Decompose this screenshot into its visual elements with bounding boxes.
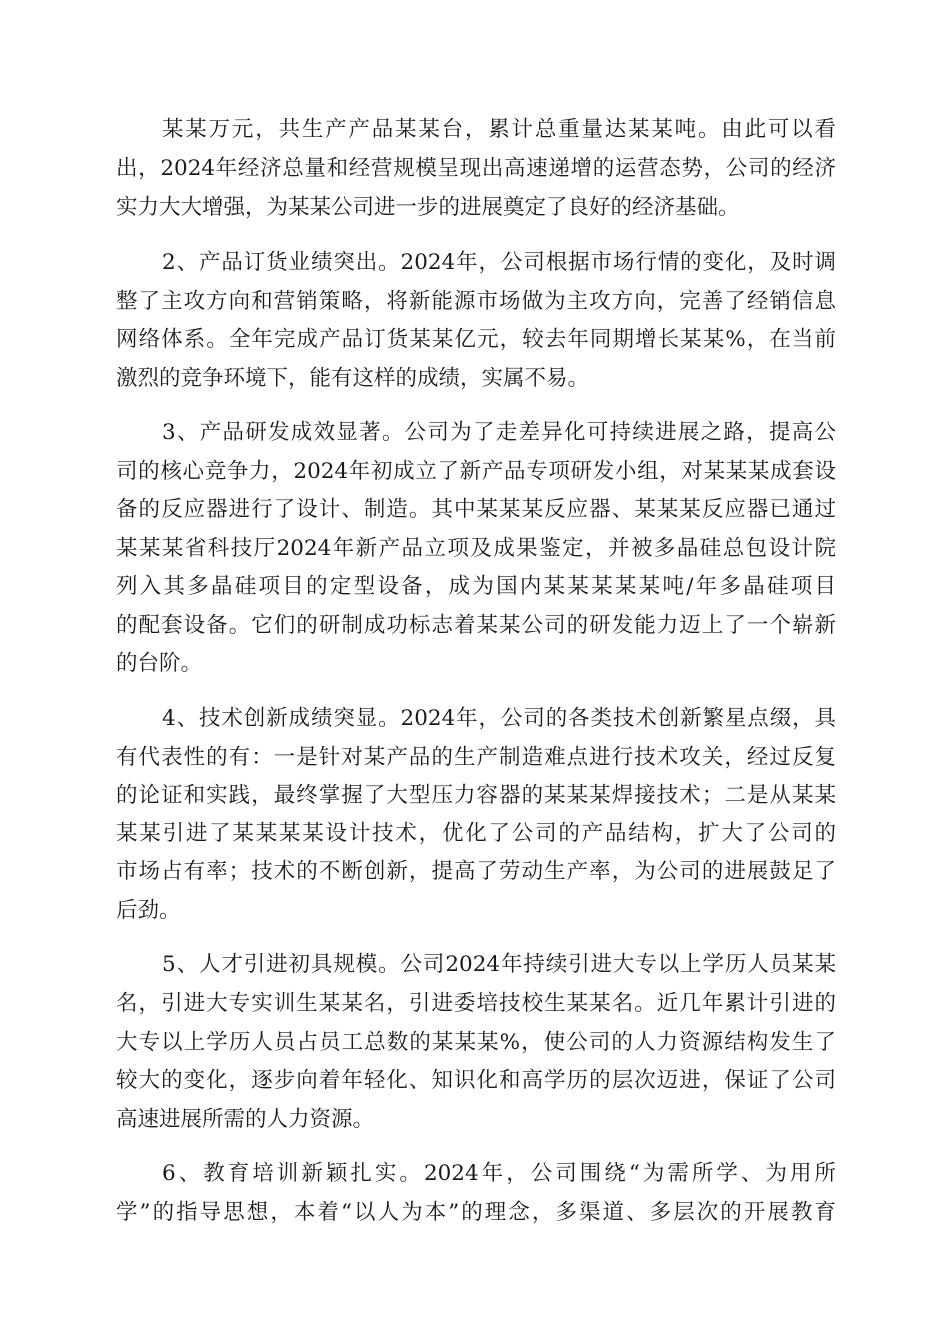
text-line: 出，2024年经济总量和经营规模呈现出高速递增的运营态势，公司的经济 [116, 156, 836, 181]
text-line: 学”的指导思想，本着“以人为本”的理念，多渠道、多层次的开展教育 [116, 1200, 836, 1225]
text-line: 的配套设备。它们的研制成功标志着某某公司的研发能力迈上了一个崭新 [116, 613, 836, 638]
text-line: 6、教育培训新颖扎实。2024年，公司围绕“为需所学、为用所 [162, 1161, 836, 1186]
text-line: 后劲。 [116, 898, 181, 923]
text-line: 某某某省科技厅2024年新产品立项及成果鉴定，并被多晶硅总包设计院 [116, 536, 836, 561]
text-line: 名，引进大专实训生某某名，引进委培技校生某某名。近几年累计引进的 [116, 991, 836, 1016]
text-line: 的论证和实践，最终掌握了大型压力容器的某某某焊接技术；二是从某某 [116, 783, 836, 808]
text-line: 激烈的竞争环境下，能有这样的成绩，实属不易。 [116, 366, 590, 391]
text-line: 有代表性的有：一是针对某产品的生产制造难点进行技术攻关，经过反复 [116, 745, 836, 770]
text-line: 高速进展所需的人力资源。 [116, 1107, 375, 1132]
text-line: 司的核心竞争力，2024年初成立了新产品专项研发小组，对某某某成套设 [116, 459, 836, 484]
text-line: 较大的变化，逐步向着年轻化、知识化和高学历的层次迈进，保证了公司 [116, 1068, 836, 1093]
text-line: 某某万元，共生产产品某某台，累计总重量达某某吨。由此可以看 [162, 117, 836, 142]
text-line: 5、人才引进初具规模。公司2024年持续引进大专以上学历人员某某 [162, 952, 836, 977]
text-line: 市场占有率；技术的不断创新，提高了劳动生产率，为公司的进展鼓足了 [116, 859, 836, 884]
text-line: 网络体系。全年完成产品订货某某亿元，较去年同期增长某某%，在当前 [116, 327, 836, 352]
text-line: 的台阶。 [116, 651, 203, 676]
text-line: 3、产品研发成效显著。公司为了走差异化可持续进展之路，提高公 [162, 420, 836, 445]
text-line: 备的反应器进行了设计、制造。其中某某某反应器、某某某反应器已通过 [116, 497, 836, 522]
text-line: 整了主攻方向和营销策略，将新能源市场做为主攻方向，完善了经销信息 [116, 289, 836, 314]
text-line: 实力大大增强，为某某公司进一步的进展奠定了良好的经济基础。 [116, 195, 740, 220]
text-line: 大专以上学历人员占员工总数的某某某%，使公司的人力资源结构发生了 [116, 1030, 836, 1055]
text-line: 列入其多晶硅项目的定型设备，成为国内某某某某某吨/年多晶硅项目 [116, 574, 836, 599]
text-line: 2、产品订货业绩突出。2024年，公司根据市场行情的变化，及时调 [162, 250, 836, 275]
text-line: 4、技术创新成绩突显。2024年，公司的各类技术创新繁星点缀，具 [162, 706, 836, 731]
text-line: 某某引进了某某某某设计技术，优化了公司的产品结构，扩大了公司的 [116, 821, 836, 846]
